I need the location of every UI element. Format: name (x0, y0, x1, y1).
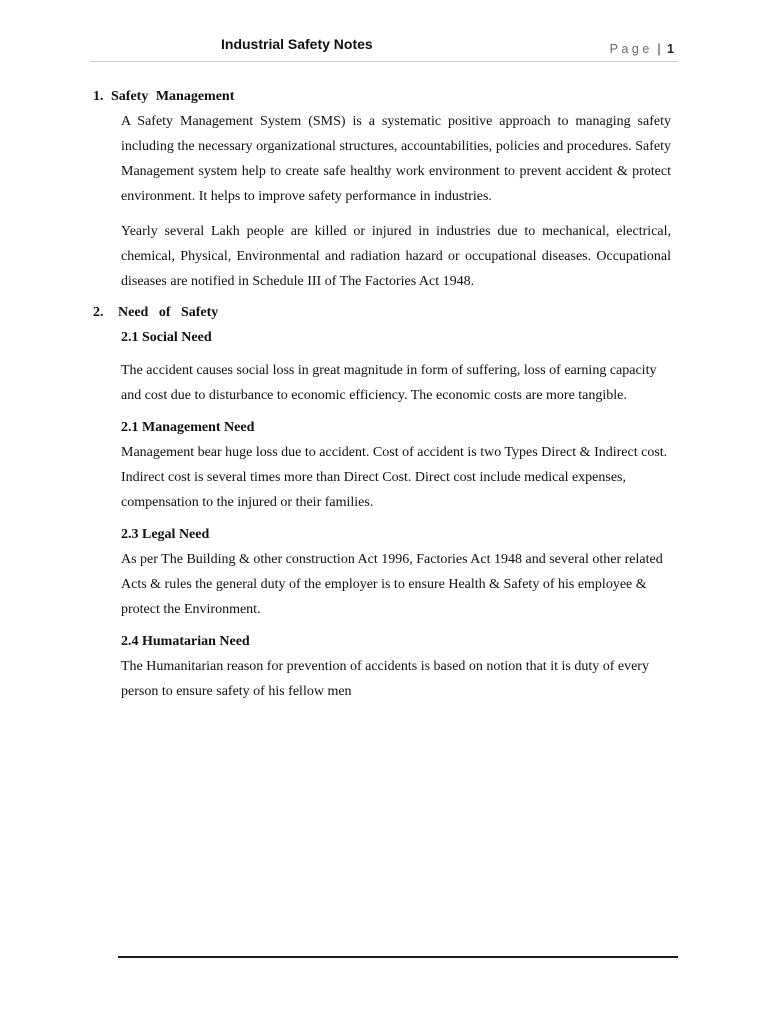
section-number: 1. (93, 89, 104, 104)
page-label: Page (609, 42, 653, 56)
page-header (90, 34, 678, 62)
footer-divider (118, 956, 678, 958)
subsection-heading-management-need: 2.1 Management Need (121, 420, 255, 435)
paragraph: Management bear huge loss due to accident. Cost of accident is two Types Direct & Indirect cost. Indirect cost is several times more than Direct Cost. Direct cost include medical expenses, compensation to the injured or their families. (121, 445, 668, 510)
section-need-of-safety (93, 303, 671, 704)
subsection-heading-legal-need: 2.3 Legal Need (121, 527, 210, 542)
page-separator: | (657, 42, 661, 56)
section-title: Safety Management (111, 89, 235, 104)
page-indicator (610, 42, 674, 56)
paragraph: As per The Building & other construction Act 1996, Factories Act 1948 and several other related Acts & rules the general duty of the employer is to ensure Health & Safety of his employee & protect the Environment. (121, 552, 663, 617)
section-heading (93, 303, 671, 323)
section-heading (93, 87, 671, 107)
paragraph: Yearly several Lakh people are killed or injured in industries due to mechanical, electrical, chemical, Physical, Environmental and radiation hazard or occupational diseases. Occupational diseases are notified in Schedule III of The Factories Act 1948. (121, 224, 671, 289)
page-number: 1 (667, 42, 674, 56)
header-divider (90, 61, 678, 62)
section-safety-management (93, 87, 671, 294)
document-body (93, 87, 671, 704)
paragraph: A Safety Management System (SMS) is a systematic positive approach to managing safety including the necessary organizational structures, accountabilities, policies and procedures. Safety Management system help to create safe healthy work environment to prevent accident & protect environment. It helps to improve safety performance in industries. (121, 114, 671, 204)
subsection-heading-humanitarian-need: 2.4 Humatarian Need (121, 634, 250, 649)
paragraph: The accident causes social loss in great magnitude in form of suffering, loss of earning capacity and cost due to disturbance to economic efficiency. The economic costs are more tangible. (121, 363, 657, 403)
document-title: Industrial Safety Notes (221, 36, 373, 52)
section-title: Need of Safety (118, 305, 219, 320)
section-number: 2. (93, 305, 104, 320)
paragraph: The Humanitarian reason for prevention of accidents is based on notion that it is duty of every person to ensure safety of his fellow men (121, 659, 649, 699)
subsection-heading-social-need: 2.1 Social Need (121, 330, 212, 345)
